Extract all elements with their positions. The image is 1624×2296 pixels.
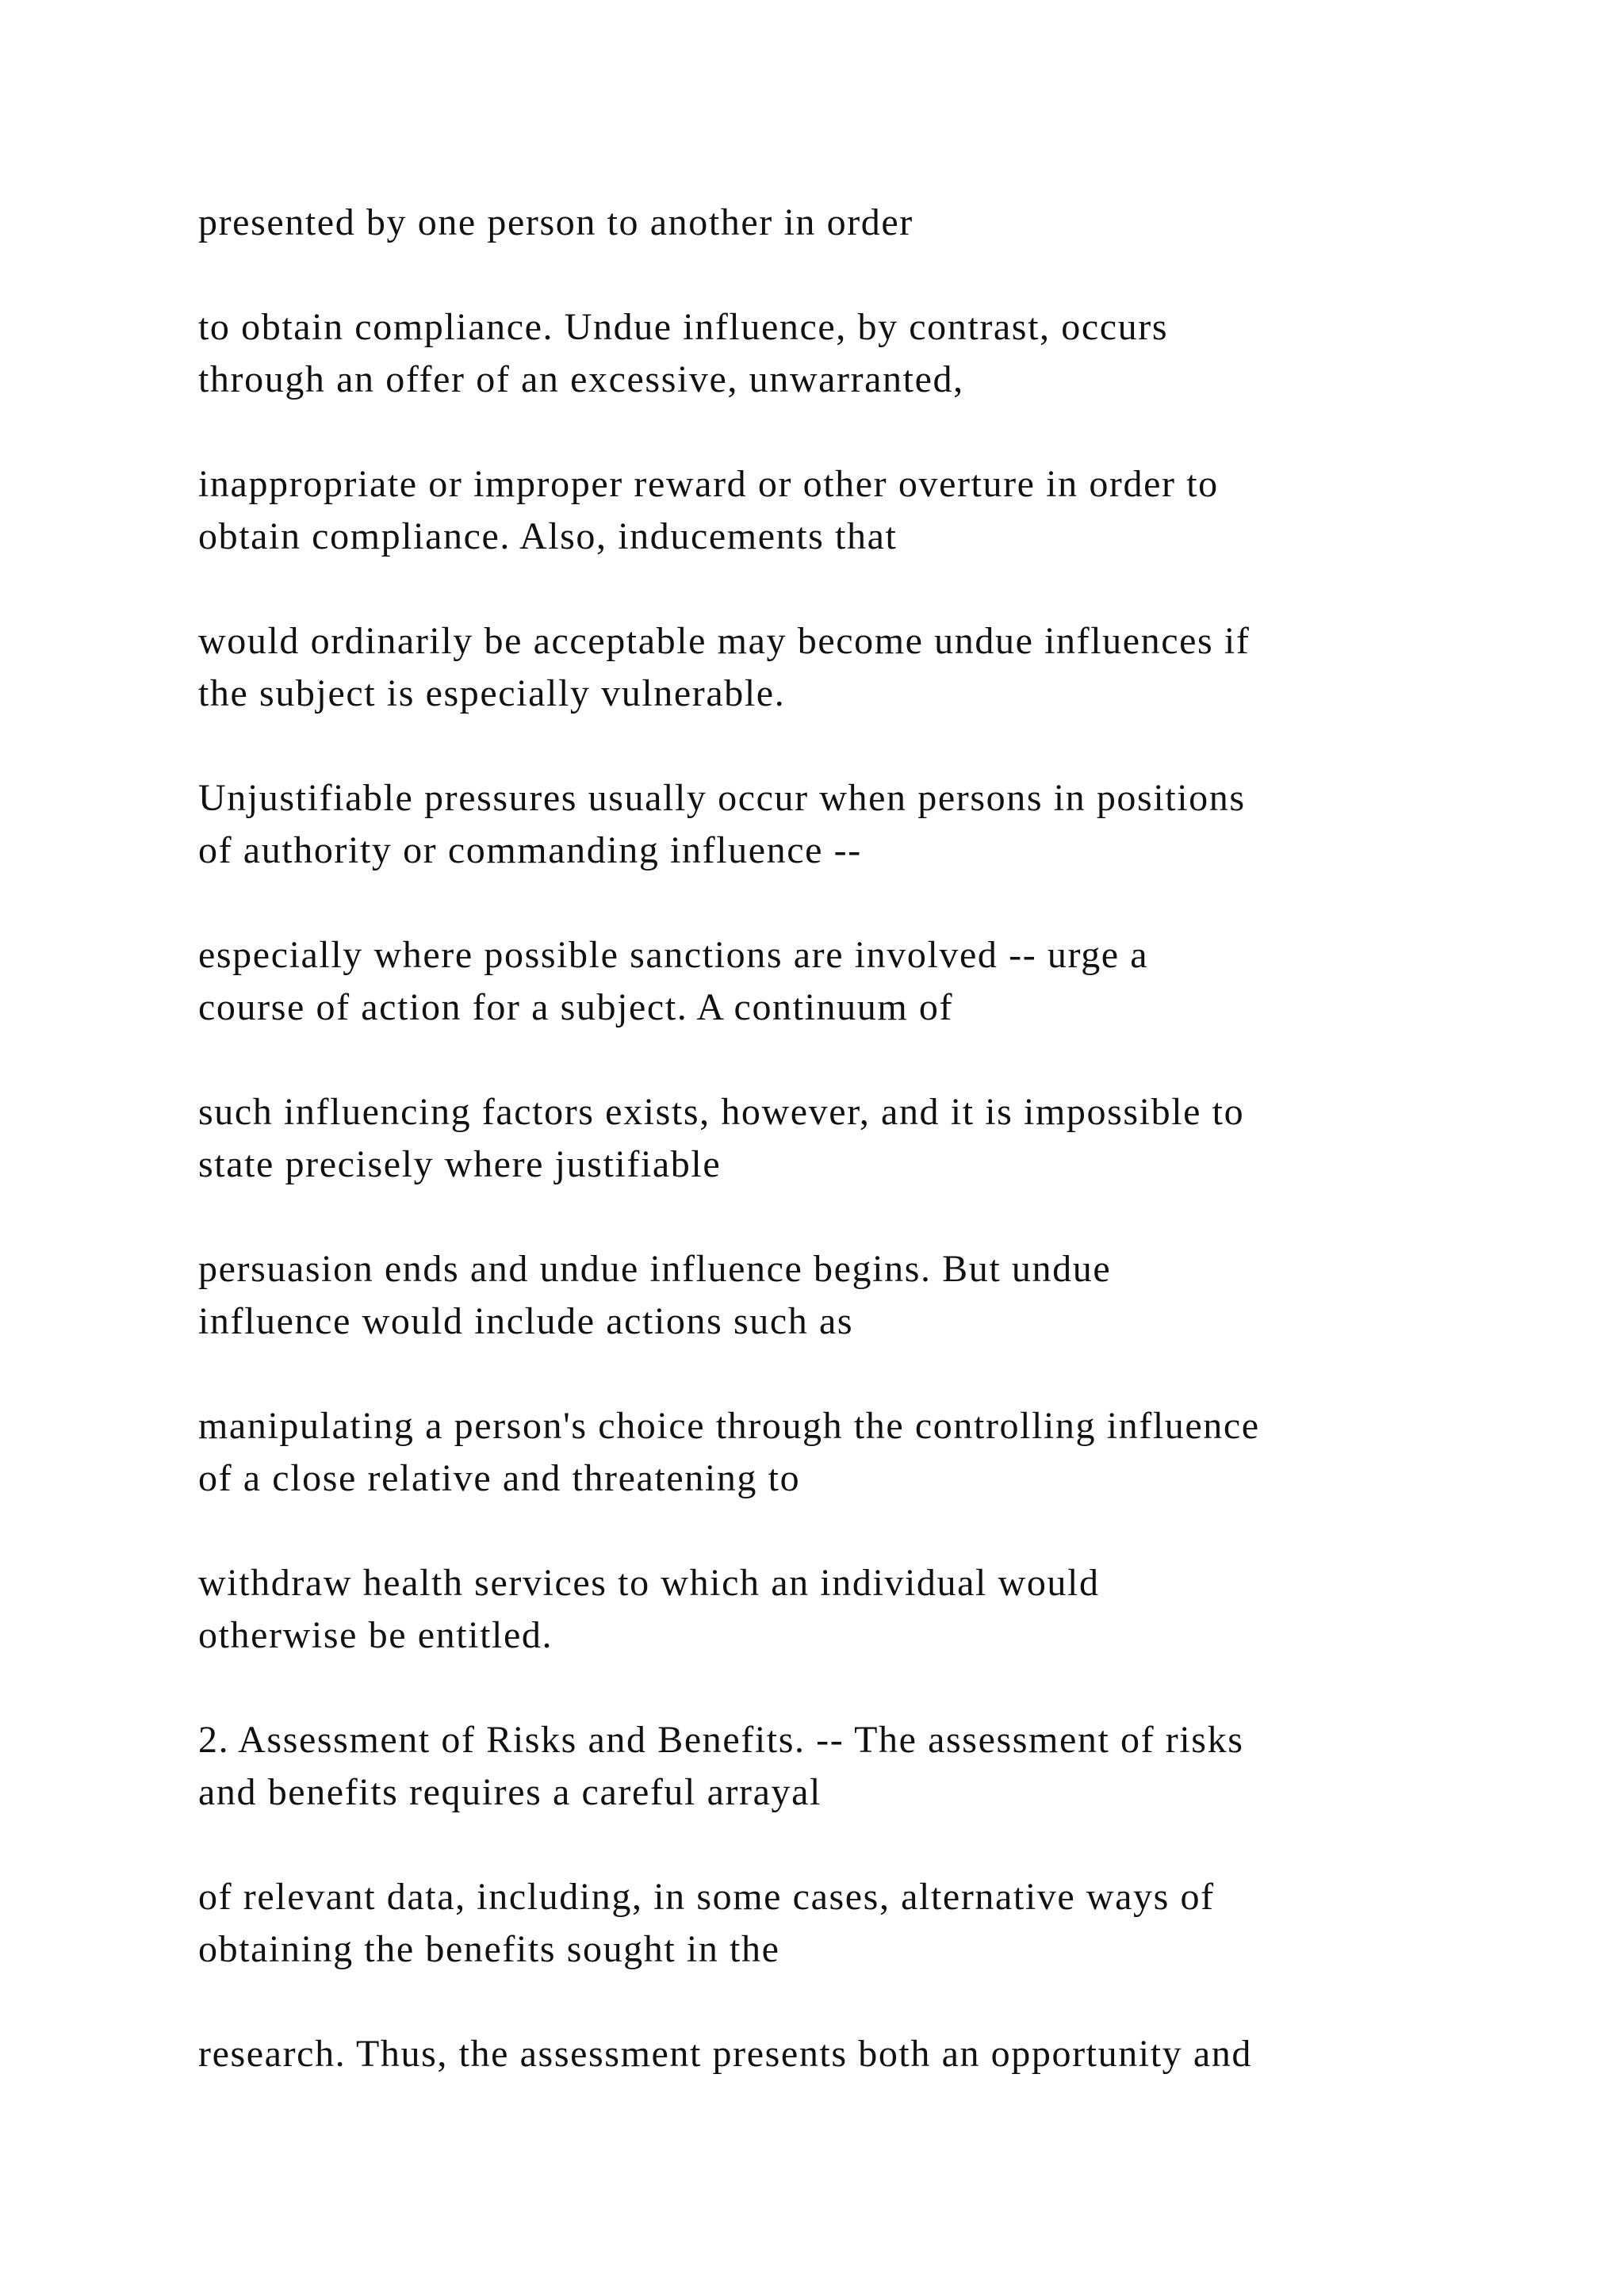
text-line: especially where possible sanctions are involved -- urge a xyxy=(198,934,1149,976)
text-line: Unjustifiable pressures usually occur when persons in positions xyxy=(198,777,1246,819)
paragraph xyxy=(198,458,1219,563)
paragraph xyxy=(198,1400,1260,1505)
text-line: to obtain compliance. Undue influence, by contrast, occurs xyxy=(198,306,1169,348)
text-line: the subject is especially vulnerable. xyxy=(198,672,786,714)
paragraph xyxy=(198,615,1250,720)
text-line: 2. Assessment of Risks and Benefits. -- The assessment of risks xyxy=(198,1719,1244,1761)
text-line: obtaining the benefits sought in the xyxy=(198,1928,780,1970)
paragraph xyxy=(198,1714,1243,1819)
paragraph xyxy=(198,1557,1100,1662)
text-line: of relevant data, including, in some cases, alternative ways of xyxy=(198,1876,1215,1918)
text-line: obtain compliance. Also, inducements that xyxy=(198,515,898,557)
text-line: and benefits requires a careful arrayal xyxy=(198,1771,822,1813)
paragraph xyxy=(198,1086,1244,1191)
paragraph xyxy=(198,301,1168,406)
text-line: withdraw health services to which an individual would xyxy=(198,1562,1100,1604)
text-line: persuasion ends and undue influence begins. But undue xyxy=(198,1248,1112,1290)
paragraph xyxy=(198,1871,1215,1976)
text-line: manipulating a person's choice through the controlling influence xyxy=(198,1405,1260,1447)
paragraph xyxy=(198,772,1246,877)
text-line: through an offer of an excessive, unwarranted, xyxy=(198,358,964,400)
text-line: presented by one person to another in order xyxy=(198,201,914,243)
text-line: of authority or commanding influence -- xyxy=(198,829,862,871)
text-line: state precisely where justifiable xyxy=(198,1143,722,1185)
text-line: otherwise be entitled. xyxy=(198,1614,553,1656)
text-line: inappropriate or improper reward or other overture in order to xyxy=(198,463,1219,505)
text-line: of a close relative and threatening to xyxy=(198,1457,801,1499)
text-line: influence would include actions such as xyxy=(198,1300,854,1342)
paragraph xyxy=(198,197,914,249)
text-line: course of action for a subject. A continuum of xyxy=(198,986,954,1028)
paragraph xyxy=(198,2028,1252,2080)
text-line: such influencing factors exists, however, and it is impossible to xyxy=(198,1091,1245,1133)
paragraph xyxy=(198,929,1148,1034)
text-line: would ordinarily be acceptable may become undue influences if xyxy=(198,620,1251,662)
paragraph xyxy=(198,1243,1111,1348)
text-line: research. Thus, the assessment presents both an opportunity and xyxy=(198,2033,1252,2075)
